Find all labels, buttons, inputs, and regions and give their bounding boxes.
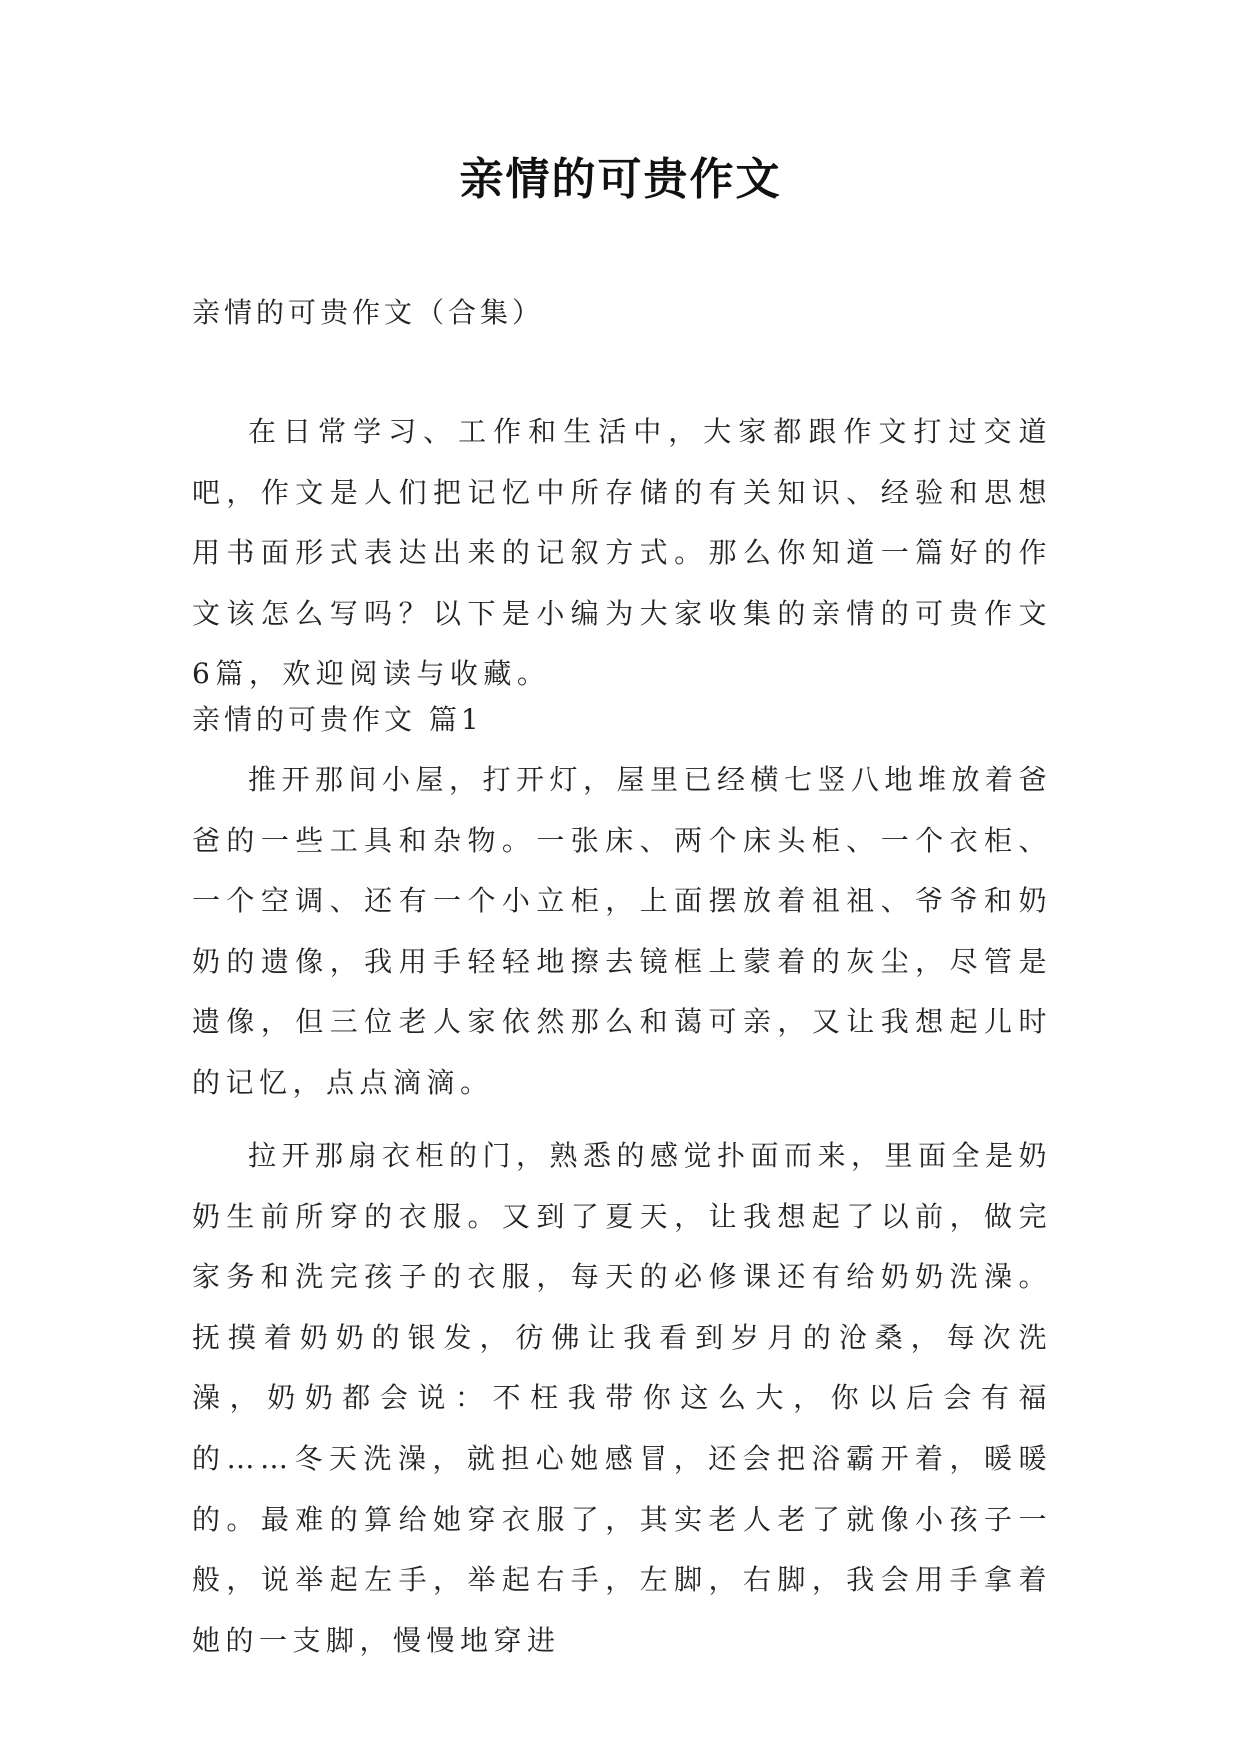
document-subtitle: 亲情的可贵作文（合集）: [192, 296, 545, 329]
body-paragraph-1: 推开那间小屋，打开灯，屋里已经横七竖八地堆放着爸爸的一些工具和杂物。一张床、两个床头柜、一个衣柜、一个空调、还有一个小立柜，上面摆放着祖祖、爷爷和奶奶的遗像，我用手轻轻地擦去镜框上蒙着的灰尘，尽管是遗像，但三位老人家依然那么和蔼可亲，又让我想起儿时的记忆，点点滴滴。: [192, 763, 1053, 1099]
document-title: 亲情的可贵作文: [459, 154, 782, 205]
intro-paragraph: 在日常学习、工作和生活中，大家都跟作文打过交道吧，作文是人们把记忆中所存储的有关知识、经验和思想用书面形式表达出来的记叙方式。那么你知道一篇好的作文该怎么写吗？以下是小编为大家收集的亲情的可贵作文6篇，欢迎阅读与收藏。: [192, 415, 1052, 691]
section-heading: 亲情的可贵作文 篇1: [192, 703, 483, 736]
body-paragraph-2: 拉开那扇衣柜的门，熟悉的感觉扑面而来，里面全是奶奶生前所穿的衣服。又到了夏天，让我想起了以前，做完家务和洗完孩子的衣服，每天的必修课还有给奶奶洗澡。抚摸着奶奶的银发，彷佛让我看到岁月的沧桑，每次洗澡，奶奶都会说：不枉我带你这么大，你以后会有福的……冬天洗澡，就担心她感冒，还会把浴霸开着，暖暖的。最难的算给她穿衣服了，其实老人老了就像小孩子一般，说举起左手，举起右手，左脚，右脚，我会用手拿着她的一支脚，慢慢地穿进: [192, 1139, 1053, 1657]
